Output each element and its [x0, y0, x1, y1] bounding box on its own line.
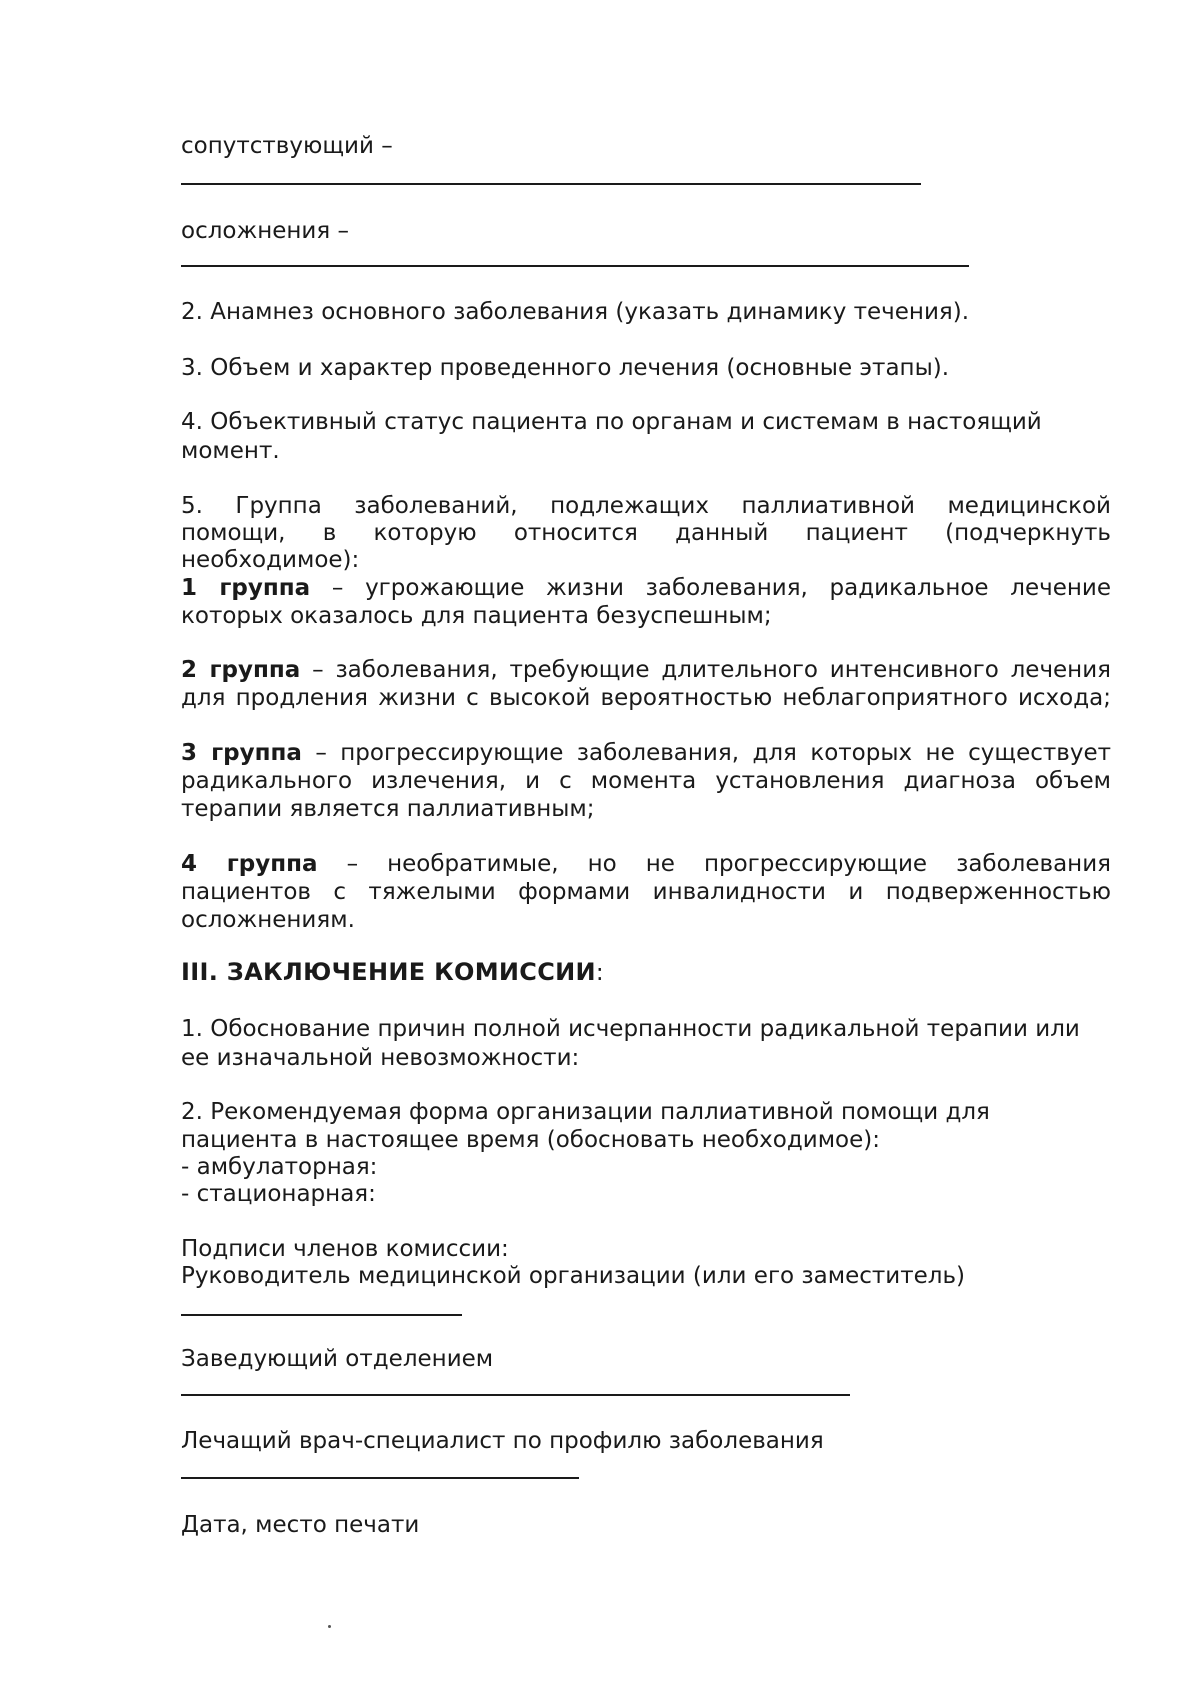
- signatures-title: Подписи членов комиссии:: [181, 1236, 509, 1262]
- head-of-organization-label: Руководитель медицинской организации (или его заместитель): [181, 1263, 966, 1289]
- inpatient-option: - стационарная:: [181, 1181, 376, 1207]
- attending-doctor-label: Лечащий врач-специалист по профилю заболевания: [181, 1428, 824, 1454]
- group-2-label: 2 группа: [181, 657, 301, 683]
- concomitant-fill-line: [181, 183, 921, 185]
- head-signature-line: [181, 1314, 462, 1316]
- attending-doctor-signature-line: [181, 1477, 579, 1479]
- group-1-line1: [181, 574, 1111, 602]
- date-place-of-seal-label: Дата, место печати: [181, 1512, 420, 1538]
- conclusion-item-2-line2: пациента в настоящее время (обосновать необходимое):: [181, 1127, 880, 1153]
- group-2-text: – заболевания, требующие длительного интенсивного лечения: [312, 657, 1111, 683]
- scan-speck: [328, 1625, 331, 1628]
- department-head-label: Заведующий отделением: [181, 1346, 494, 1372]
- complications-fill-line: [181, 265, 969, 267]
- item-4-status-line1: 4. Объективный статус пациента по органам и системам в настоящий: [181, 409, 1042, 435]
- group-3-label: 3 группа: [181, 740, 302, 766]
- group-1-text: – угрожающие жизни заболевания, радикальное лечение: [331, 575, 1111, 601]
- group-1-label: 1 группа: [181, 575, 311, 601]
- conclusion-heading-colon: :: [595, 960, 604, 986]
- group-3-text: – прогрессирующие заболевания, для которых не существует: [315, 740, 1111, 766]
- item-5-line2: помощи, в которую относится данный пациент (подчеркнуть: [181, 520, 1111, 546]
- group-3-line2: радикального излечения, и с момента установления диагноза объем: [181, 768, 1111, 794]
- conclusion-heading: [181, 958, 604, 987]
- item-3-treatment: 3. Объем и характер проведенного лечения (основные этапы).: [181, 355, 950, 381]
- group-1-line2: которых оказалось для пациента безуспешным;: [181, 603, 772, 629]
- group-2-line2: для продления жизни с высокой вероятностью неблагоприятного исхода;: [181, 685, 1111, 711]
- concomitant-label: сопутствующий –: [181, 133, 393, 159]
- department-head-signature-line: [181, 1394, 850, 1396]
- group-2-line1: [181, 656, 1111, 684]
- conclusion-heading-text: III. ЗАКЛЮЧЕНИЕ КОМИССИИ: [181, 958, 596, 986]
- item-5-line1: 5. Группа заболеваний, подлежащих паллиативной медицинской: [181, 493, 1111, 519]
- group-4-line3: осложнениям.: [181, 907, 355, 933]
- outpatient-option: - амбулаторная:: [181, 1154, 378, 1180]
- group-4-text: – необратимые, но не прогрессирующие заболевания: [346, 851, 1112, 877]
- item-2-anamnesis: 2. Анамнез основного заболевания (указать динамику течения).: [181, 299, 970, 325]
- group-3-line1: [181, 739, 1111, 767]
- conclusion-item-1-line1: 1. Обоснование причин полной исчерпанности радикальной терапии или: [181, 1016, 1080, 1042]
- conclusion-item-1-line2: ее изначальной невозможности:: [181, 1045, 580, 1071]
- item-5-line3: необходимое):: [181, 547, 360, 573]
- group-4-label: 4 группа: [181, 851, 318, 877]
- group-4-line2: пациентов с тяжелыми формами инвалидности и подверженностью: [181, 879, 1111, 905]
- group-3-line3: терапии является паллиативным;: [181, 796, 595, 822]
- group-4-line1: [181, 850, 1111, 878]
- complications-label: осложнения –: [181, 218, 350, 244]
- conclusion-item-2-line1: 2. Рекомендуемая форма организации паллиативной помощи для: [181, 1099, 990, 1125]
- item-4-status-line2: момент.: [181, 438, 280, 464]
